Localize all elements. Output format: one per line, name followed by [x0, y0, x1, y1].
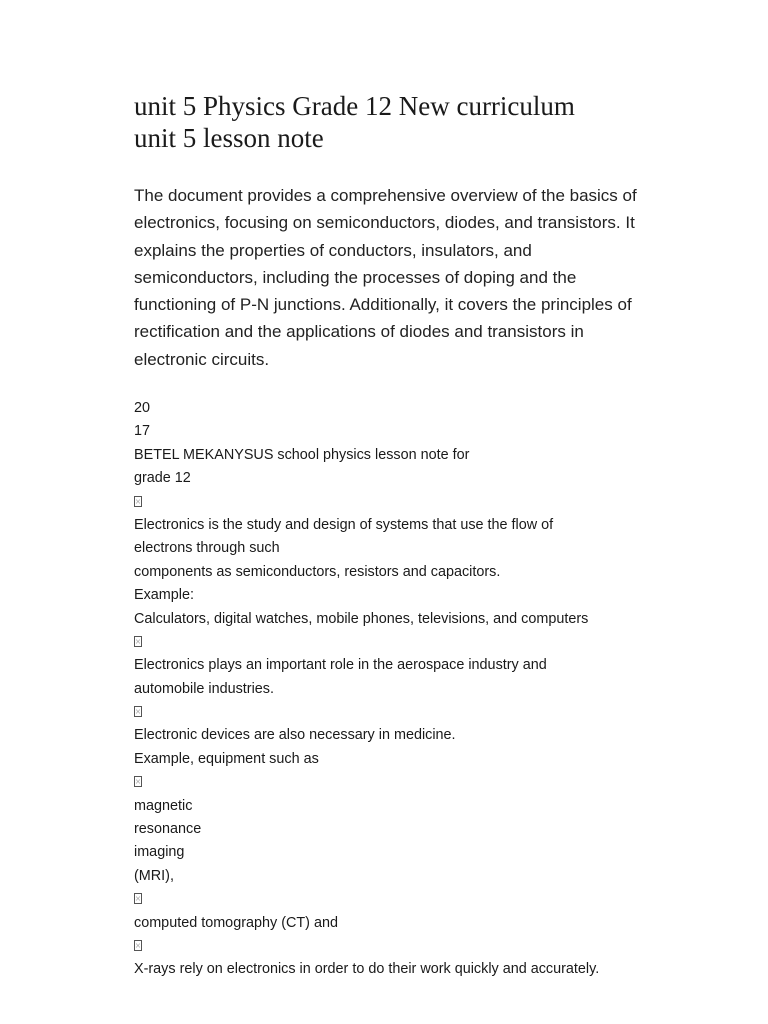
content-line: 17 [134, 423, 151, 440]
content-line: automobile industries. [134, 680, 274, 697]
content-line: resonance [134, 821, 202, 838]
content-line: components as semiconductors, resistors and capacitors. [134, 563, 501, 580]
content-line: Example, equipment such as [134, 750, 319, 767]
bullet-line [134, 491, 644, 514]
content-line: Electronics is the study and design of systems that use the flow of [134, 516, 554, 533]
content-line: X-rays rely on electronics in order to do their work quickly and accurately. [134, 961, 600, 978]
document-title [134, 90, 654, 154]
content-line: Example: [134, 587, 194, 604]
content-line: Electronic devices are also necessary in medicine. [134, 727, 456, 744]
document-content [134, 397, 644, 982]
missing-glyph-icon [134, 496, 142, 507]
content-line: BETEL MEKANYSUS school physics lesson note for [134, 446, 470, 463]
bullet-line [134, 888, 644, 911]
content-line: Electronics plays an important role in the aerospace industry and [134, 657, 547, 674]
bullet-line [134, 701, 644, 724]
missing-glyph-icon [134, 940, 142, 951]
content-line: (MRI), [134, 867, 174, 884]
content-line: magnetic [134, 797, 193, 814]
bullet-line [134, 631, 644, 654]
bullet-line [134, 935, 644, 958]
missing-glyph-icon [134, 776, 142, 787]
content-line: imaging [134, 844, 185, 861]
document-summary: The document provides a comprehensive overview of the basics of electronics, focusing on semiconductors, diodes, and transistors. It explains the properties of conductors, insulators, and semiconductors, including the processes of doping and the functioning of P-N junctions. Additionally, it covers the principles of rectification and the applications of diodes and transistors in electronic circuits. [134, 186, 637, 369]
content-line: grade 12 [134, 470, 191, 487]
document-title-line: unit 5 lesson note [134, 123, 324, 153]
missing-glyph-icon [134, 636, 142, 647]
content-line: Calculators, digital watches, mobile phones, televisions, and computers [134, 610, 589, 627]
missing-glyph-icon [134, 893, 142, 904]
content-line: computed tomography (CT) and [134, 914, 338, 931]
content-line: 20 [134, 400, 151, 416]
content-line: electrons through such [134, 540, 280, 557]
missing-glyph-icon [134, 706, 142, 717]
document-title-line: unit 5 Physics Grade 12 New curriculum [134, 91, 575, 121]
bullet-line [134, 771, 644, 794]
